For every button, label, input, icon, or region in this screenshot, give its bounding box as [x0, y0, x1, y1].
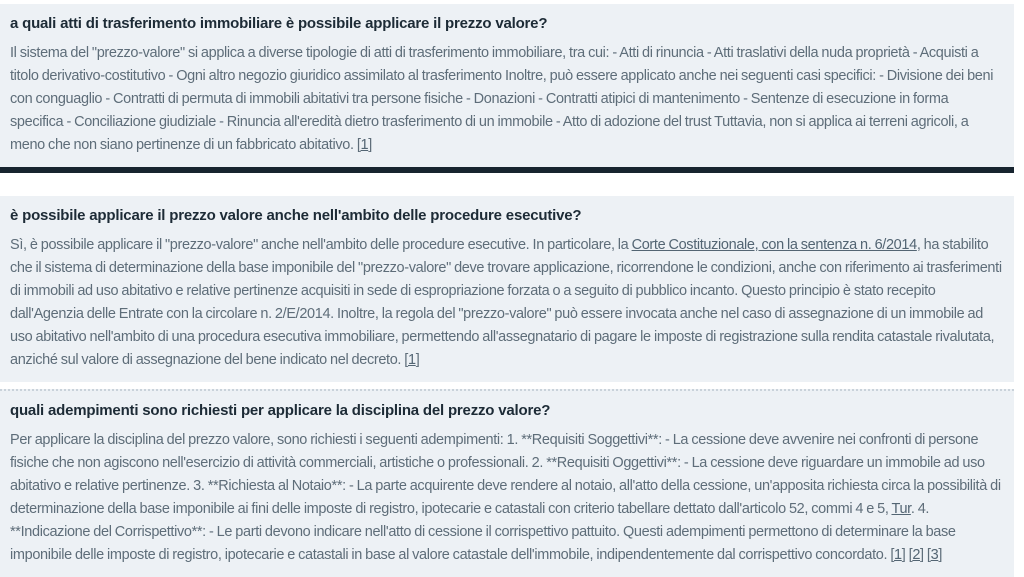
faq-answer: Il sistema del "prezzo-valore" si applica a diverse tipologie di atti di trasferimento immobiliare, tra cui: - Atti di rinuncia - Atti traslativi della nuda proprietà - Acquisti a titolo derivativo-costitutivo - Ogni altro negozio giuridico assimilato al trasferimento Inoltre, può essere applicato anche nei seguenti casi specifici: - Divisione dei beni con conguaglio - Contratti di permuta di immobili abitativi tra persone fisiche - Donazioni - Contratti atipici di mantenimento - Sentenze di esecuzione in forma specifica - Conciliazione giudiziale - Rinuncia all'eredità dietro trasferimento di un immobile - Atto di adozione del trust Tuttavia, non si applica ai terreni agricoli, a meno che non siano pertinenze di un fabbricato abitativo. [1]: [10, 45, 994, 153]
citation-reference: [1]: [356, 137, 372, 153]
citation-reference: [2]: [908, 547, 924, 563]
faq-question: quali adempimenti sono richiesti per applicare la disciplina del prezzo valore?: [10, 402, 551, 419]
faq-question: è possibile applicare il prezzo valore anche nell'ambito delle procedure esecutive?: [10, 207, 582, 224]
inline-link[interactable]: Corte Costituzionale, con la sentenza n. 6/2014: [631, 237, 917, 253]
citation-link[interactable]: 1: [407, 352, 416, 368]
citation-link[interactable]: 1: [894, 547, 902, 563]
citation-reference: [1]: [890, 547, 906, 563]
faq-item: [0, 4, 1014, 173]
citation-link[interactable]: 2: [912, 547, 921, 563]
citation-link[interactable]: 3: [930, 547, 939, 563]
citation-link[interactable]: 1: [360, 137, 369, 153]
faq-item: [0, 196, 1014, 382]
citation-reference: [3]: [926, 547, 943, 563]
faq-question: a quali atti di trasferimento immobiliare è possibile applicare il prezzo valore?: [10, 15, 548, 32]
faq-answer: Per applicare la disciplina del prezzo valore, sono richiesti i seguenti adempimenti: 1. **Requisiti Soggettivi**: - La cessione deve avvenire nei confronti di persone fisiche che non agiscono nell'esercizio di attività commerciali, artistiche o professionali. 2. **Requisiti Oggettivi**: - La cessione deve riguardare un immobile ad uso abitativo e relative pertinenze. 3. **Richiesta al Notaio**: - La parte acquirente deve rendere al notaio, all'atto della cessione, un'apposita richiesta circa la possibilità di determinazione della base imponibile ai fini delle imposte di registro, ipotecarie e catastali con criterio tabellare dettato dall'articolo 52, commi 4 e 5, Tur. 4. **Indicazione del Corrispettivo**: - Le parti devono indicare nell'atto di cessione il corrispettivo pattuito. Questi adempimenti permettono di determinare la base imponibile delle imposte di registro, ipotecarie e catastali in base al valore catastale dell'immobile, indipendentemente dal corrispettivo concordato. [1] [2] [3]: [10, 432, 1001, 563]
faq-answer: Sì, è possibile applicare il "prezzo-valore" anche nell'ambito delle procedure esecutive. In particolare, la Corte Costituzionale, con la sentenza n. 6/2014, ha stabilito che il sistema di determinazione della base imponibile del "prezzo-valore" deve trovare applicazione, ricorrendone le condizioni, anche con riferimento ai trasferimenti di immobili ad uso abitativo e relative pertinenze acquisiti in sede di espropriazione forzata o a seguito di pubblico incanto. Questo principio è stato recepito dall'Agenzia delle Entrate con la circolare n. 2/E/2014. Inoltre, la regola del "prezzo-valore" può essere invocata anche nel caso di assegnazione di un immobile ad uso abitativo nell'ambito di una procedura esecutiva immobiliare, permettendo all'assegnatario di pagare le imposte di registrazione sulla rendita catastale rivalutata, anziché sul valore di assegnazione del bene indicato nel decreto. [1]: [10, 237, 1002, 368]
faq-item: [0, 389, 1014, 577]
citation-reference: [1]: [404, 352, 420, 368]
inline-link[interactable]: Tur: [891, 501, 911, 517]
